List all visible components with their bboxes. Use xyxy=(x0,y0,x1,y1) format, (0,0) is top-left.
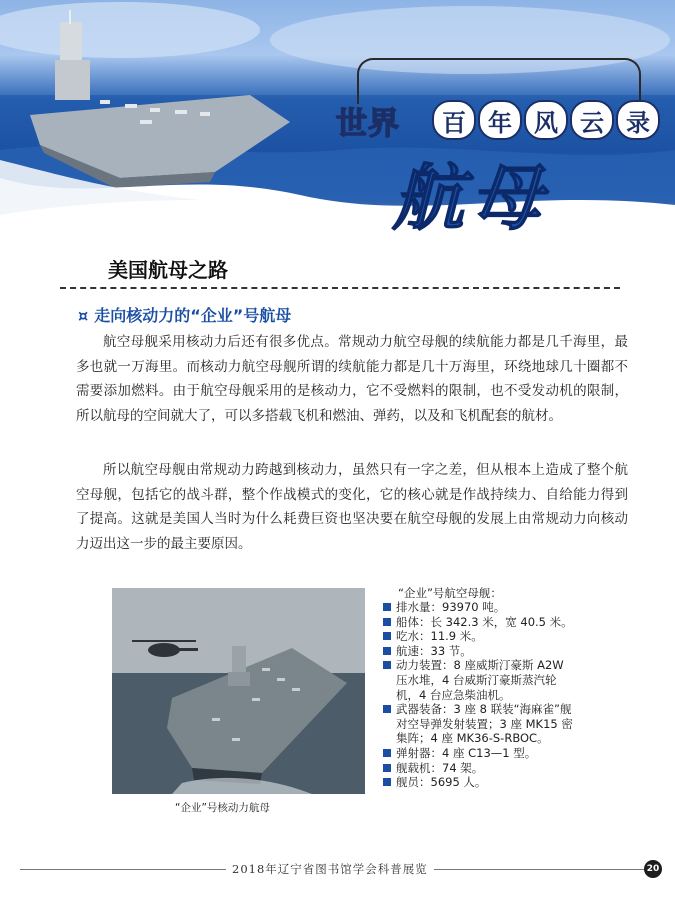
page-number: 20 xyxy=(644,860,662,878)
section-divider xyxy=(60,287,620,289)
subsection-title xyxy=(78,303,291,326)
header-banner xyxy=(0,0,675,250)
spec-item xyxy=(383,775,573,790)
spec-item-text: 吃水：11.9 米。 xyxy=(396,629,483,644)
banner-pill: 百 xyxy=(432,100,476,140)
subtitle-bullet-icon: ¤ xyxy=(78,306,89,325)
banner-world-text: 世界 xyxy=(336,106,400,142)
spec-item xyxy=(383,746,573,761)
banner-pill: 云 xyxy=(570,100,614,140)
banner-pill: 录 xyxy=(616,100,660,140)
footer-text: 2018年辽宁省图书馆学会科普展览 xyxy=(226,861,434,877)
spec-item xyxy=(383,644,573,659)
body-paragraph: 所以航空母舰由常规动力跨越到核动力，虽然只有一字之差，但从根本上造成了整个航空母舰，包括它的战斗群，整个作战模式的变化，它的核心就是作战持续力、自给能力得到了提高。这就是美国人当时为什么耗费巨资也坚决要在航空母舰的发展上由常规动力向核动力迈出这一步的最主要原因。 xyxy=(76,462,628,552)
spec-heading: “企业”号航空母舰： xyxy=(398,586,502,600)
bullet-square-icon xyxy=(383,618,391,626)
banner-pill: 年 xyxy=(478,100,522,140)
banner-carrier-title: 航母 xyxy=(392,155,549,240)
bullet-square-icon xyxy=(383,764,391,772)
body-paragraph: 航空母舰采用核动力后还有很多优点。常规动力航空母舰的续航能力都是几千海里，最多也就一万海里。而核动力航空母舰所谓的续航能力都是几十万海里，环绕地球几十圈都不需要添加燃料。由于航空母舰采用的是核动力，它不受燃料的限制，也不受发动机的限制，所以航母的空间就大了，可以多搭载飞机和燃油、弹药，以及和飞机配套的航材。 xyxy=(76,334,628,424)
spec-item-text: 动力装置：8 座威斯汀豪斯 A2W 压水堆，4 台威斯汀豪斯蒸汽轮机，4 台应急柴油机。 xyxy=(396,658,564,702)
spec-item-text: 弹射器：4 座 C13—1 型。 xyxy=(396,745,537,760)
banner-pill: 风 xyxy=(524,100,568,140)
spec-item-text: 舰载机：74 架。 xyxy=(396,760,484,775)
spec-list xyxy=(383,600,573,790)
section-title: 美国航母之路 xyxy=(108,258,228,282)
spec-item-text: 船体：长 342.3 米，宽 40.5 米。 xyxy=(396,614,573,629)
carrier-photo-illustration xyxy=(112,588,365,794)
spec-item xyxy=(383,658,573,702)
photo-caption: “企业”号核动力航母 xyxy=(175,802,270,814)
bullet-square-icon xyxy=(383,603,391,611)
spec-item xyxy=(383,600,573,615)
bullet-square-icon xyxy=(383,705,391,713)
spec-item-text: 排水量：93970 吨。 xyxy=(396,600,506,614)
bullet-square-icon xyxy=(383,632,391,640)
bullet-square-icon xyxy=(383,647,391,655)
spec-item xyxy=(383,702,573,746)
spec-item xyxy=(383,629,573,644)
bullet-square-icon xyxy=(383,749,391,757)
spec-item-text: 武器装备：3 座 8 联装“海麻雀”舰对空导弹发射装置；3 座 MK15 密集阵；4 座 MK36-S-RBOC。 xyxy=(396,702,573,746)
subtitle-text: 走向核动力的“企业”号航母 xyxy=(94,306,292,325)
spec-item-text: 航速：33 节。 xyxy=(396,643,472,658)
spec-item-text: 舰员：5695 人。 xyxy=(396,775,487,790)
banner-century-pills xyxy=(432,100,660,140)
carrier-photo xyxy=(112,588,365,794)
bullet-square-icon xyxy=(383,778,391,786)
spec-item xyxy=(383,615,573,630)
bullet-square-icon xyxy=(383,661,391,669)
spec-item xyxy=(383,761,573,776)
